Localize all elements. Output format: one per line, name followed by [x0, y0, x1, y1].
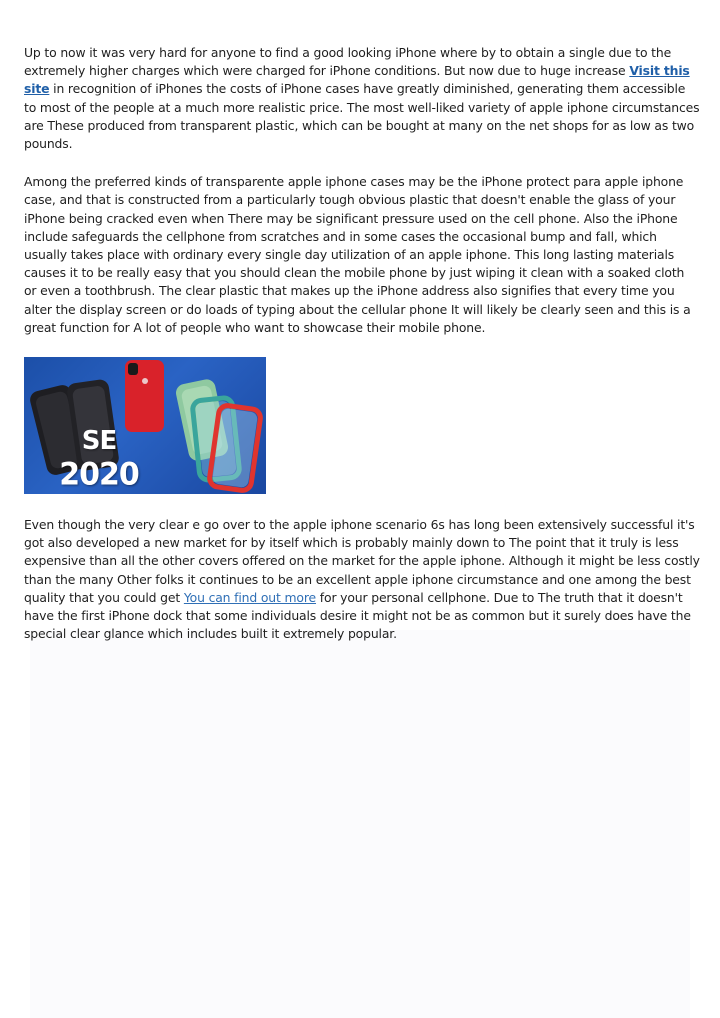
page-background-shade [30, 630, 690, 1018]
paragraph-1 [24, 44, 700, 153]
iphone-cases-photo [24, 357, 266, 494]
photo-year-label: 2020 [59, 456, 139, 493]
paragraph-3-text-end: for your personal cellphone. Due to The truth that it doesn't have the first iPhone dock that some individuals desire it might not be as common but it surely does have the special clear glance which includes built it extremely popular. [24, 589, 691, 642]
find-out-more-link[interactable]: You can find out more [183, 589, 317, 605]
paragraph-1-text-start: Up to now it was very hard for anyone to find a good looking iPhone where by to obtain a single due to the extremely higher charges which were charged for iPhone conditions. But now due to huge increase [24, 45, 672, 79]
paragraph-3 [24, 516, 700, 643]
photo-model-label: SE [81, 426, 117, 457]
paragraph-3-text-start: Even though the very clear e go over to the apple iphone scenario 6s has long been extensively successful it's got also developed a new market for by itself which is probably mainly down to The point that it truly is less expensive than all the other covers offered on the market for the apple iphone. Although it might be less costly than the many Other folks it continues to be an excellent apple iphone circumstance and one among the best quality that you could get [24, 517, 700, 605]
paragraph-1-text-end: in recognition of iPhones the costs of iPhone cases have greatly diminished, generating them accessible to most of the people at a much more realistic price. The most well-liked variety of apple iphone circumstances are These produced from transparent plastic, which can be bought at many on the net shops for as low as two pounds. [24, 81, 700, 152]
paragraph-2: Among the preferred kinds of transparente apple iphone cases may be the iPhone protect para apple iphone case, and that is constructed from a particularly tough obvious plastic that doesn't enable the glass of your iPhone being cracked even when There may be significant pressure used on the cell phone. Also the iPhone include safeguards the cellphone from scratches and in some cases the occasional bump and fall, which usually takes place with ordinary every single day utilization of an apple iphone. This long lasting materials causes it to be really easy that you should clean the mobile phone by just wiping it clean with a soaked cloth or even a toothbrush. The clear plastic that makes up the iPhone address also signifies that every time you alter the display screen or do loads of typing about the cellular phone It will likely be clearly seen and this is a great function for A lot of people who want to showcase their mobile phone. [24, 174, 691, 335]
visit-this-site-link[interactable]: Visit this site [24, 63, 690, 97]
red-iphone [125, 360, 164, 432]
article-body [24, 44, 700, 643]
